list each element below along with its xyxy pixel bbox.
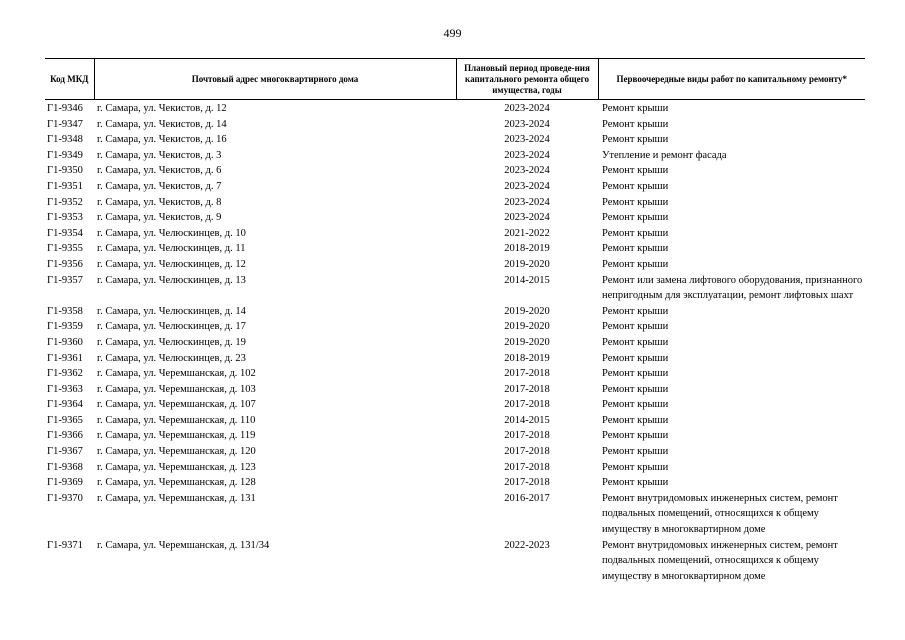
cell-code: Г1-9364 [47, 399, 83, 411]
cell-code: Г1-9361 [47, 352, 83, 364]
cell-code: Г1-9350 [47, 165, 83, 177]
cell-code: Г1-9370 [47, 492, 83, 504]
cell-code: Г1-9362 [47, 368, 83, 380]
cell-address: г. Самара, ул. Челюскинцев, д. 17 [97, 321, 246, 333]
cell-code: Г1-9348 [47, 134, 83, 146]
cell-works: Ремонт крыши [602, 352, 669, 364]
cell-works: Ремонт крыши [602, 399, 669, 411]
cell-period: 2014-2015 [504, 274, 550, 286]
table-row [45, 413, 865, 429]
cell-code: Г1-9357 [47, 274, 83, 286]
cell-period: 2023-2024 [504, 180, 550, 192]
header-works: Первоочередные виды работ по капитальному ремонту* [598, 59, 865, 100]
table-row [45, 428, 865, 444]
cell-works: Ремонт крыши [602, 227, 669, 239]
cell-works: Ремонт крыши [602, 336, 669, 348]
cell-period: 2017-2018 [504, 368, 550, 380]
table-row [45, 304, 865, 320]
cell-code: Г1-9355 [47, 243, 83, 255]
table-row [45, 257, 865, 273]
cell-address: г. Самара, ул. Черемшанская, д. 102 [97, 368, 256, 380]
table-row [45, 179, 865, 195]
cell-address: г. Самара, ул. Чекистов, д. 16 [97, 134, 227, 146]
table-row [45, 444, 865, 460]
cell-period: 2019-2020 [504, 305, 550, 317]
cell-period: 2023-2024 [504, 149, 550, 161]
cell-period: 2017-2018 [504, 477, 550, 489]
table-body [45, 100, 865, 585]
cell-code: Г1-9354 [47, 227, 83, 239]
cell-works: Ремонт крыши [602, 383, 669, 395]
cell-works: Ремонт или замена лифтового оборудования, признанного непригодным для эксплуатации, ремонт лифтовых шахт [602, 274, 863, 302]
table-row [45, 100, 865, 117]
cell-works: Ремонт внутридомовых инженерных систем, ремонт подвальных помещений, относящихся к общему имуществу в многоквартирном доме [602, 539, 838, 582]
cell-address: г. Самара, ул. Черемшанская, д. 128 [97, 477, 256, 489]
cell-address: г. Самара, ул. Челюскинцев, д. 10 [97, 227, 246, 239]
cell-period: 2022-2023 [504, 539, 550, 551]
cell-period: 2023-2024 [504, 134, 550, 146]
cell-period: 2017-2018 [504, 399, 550, 411]
cell-address: г. Самара, ул. Черемшанская, д. 103 [97, 383, 256, 395]
cell-address: г. Самара, ул. Челюскинцев, д. 12 [97, 258, 246, 270]
cell-address: г. Самара, ул. Черемшанская, д. 131/34 [97, 539, 270, 551]
cell-code: Г1-9346 [47, 103, 83, 114]
table-row [45, 351, 865, 367]
cell-code: Г1-9358 [47, 305, 83, 317]
cell-code: Г1-9359 [47, 321, 83, 333]
cell-works: Утепление и ремонт фасада [602, 149, 727, 161]
cell-address: г. Самара, ул. Черемшанская, д. 131 [97, 492, 256, 504]
cell-address: г. Самара, ул. Чекистов, д. 14 [97, 118, 227, 130]
cell-period: 2017-2018 [504, 430, 550, 442]
cell-address: г. Самара, ул. Черемшанская, д. 119 [97, 430, 256, 442]
cell-code: Г1-9352 [47, 196, 83, 208]
cell-address: г. Самара, ул. Чекистов, д. 7 [97, 180, 222, 192]
cell-works: Ремонт крыши [602, 165, 669, 177]
cell-address: г. Самара, ул. Челюскинцев, д. 14 [97, 305, 246, 317]
table-row [45, 241, 865, 257]
cell-works: Ремонт внутридомовых инженерных систем, ремонт подвальных помещений, относящихся к общему имуществу в многоквартирном доме [602, 492, 838, 536]
cell-address: г. Самара, ул. Челюскинцев, д. 23 [97, 352, 246, 364]
table-row [45, 475, 865, 491]
table-row [45, 273, 865, 304]
cell-works: Ремонт крыши [602, 243, 669, 255]
cell-works: Ремонт крыши [602, 196, 669, 208]
table-row [45, 132, 865, 148]
cell-works: Ремонт крыши [602, 103, 669, 114]
table-row [45, 366, 865, 382]
cell-address: г. Самара, ул. Черемшанская, д. 123 [97, 461, 256, 473]
cell-period: 2021-2022 [504, 227, 550, 239]
cell-code: Г1-9353 [47, 212, 83, 224]
cell-period: 2017-2018 [504, 383, 550, 395]
cell-period: 2023-2024 [504, 103, 550, 114]
table-header [45, 59, 865, 100]
cell-address: г. Самара, ул. Чекистов, д. 12 [97, 103, 227, 114]
cell-code: Г1-9349 [47, 149, 83, 161]
cell-works: Ремонт крыши [602, 305, 669, 317]
cell-address: г. Самара, ул. Черемшанская, д. 107 [97, 399, 256, 411]
cell-works: Ремонт крыши [602, 258, 669, 270]
table-row [45, 163, 865, 179]
cell-period: 2023-2024 [504, 165, 550, 177]
cell-address: г. Самара, ул. Черемшанская, д. 110 [97, 414, 256, 426]
cell-works: Ремонт крыши [602, 446, 669, 458]
cell-period: 2023-2024 [504, 118, 550, 130]
table-row [45, 491, 865, 538]
header-address: Почтовый адрес многоквартирного дома [94, 59, 456, 100]
cell-code: Г1-9368 [47, 461, 83, 473]
cell-address: г. Самара, ул. Чекистов, д. 6 [97, 165, 222, 177]
table-row [45, 195, 865, 211]
cell-period: 2017-2018 [504, 461, 550, 473]
cell-works: Ремонт крыши [602, 477, 669, 489]
cell-works: Ремонт крыши [602, 134, 669, 146]
cell-works: Ремонт крыши [602, 212, 669, 224]
cell-code: Г1-9351 [47, 180, 83, 192]
cell-period: 2023-2024 [504, 212, 550, 224]
cell-works: Ремонт крыши [602, 461, 669, 473]
cell-period: 2017-2018 [504, 446, 550, 458]
cell-works: Ремонт крыши [602, 180, 669, 192]
cell-period: 2019-2020 [504, 258, 550, 270]
cell-address: г. Самара, ул. Черемшанская, д. 120 [97, 446, 256, 458]
cell-period: 2016-2017 [504, 492, 550, 504]
capital-repair-table [45, 58, 865, 584]
cell-period: 2019-2020 [504, 336, 550, 348]
cell-code: Г1-9360 [47, 336, 83, 348]
table-row [45, 460, 865, 476]
cell-address: г. Самара, ул. Челюскинцев, д. 13 [97, 274, 246, 286]
cell-works: Ремонт крыши [602, 414, 669, 426]
table-row [45, 382, 865, 398]
cell-works: Ремонт крыши [602, 118, 669, 130]
cell-works: Ремонт крыши [602, 321, 669, 333]
table-row [45, 117, 865, 133]
cell-works: Ремонт крыши [602, 430, 669, 442]
cell-code: Г1-9367 [47, 446, 83, 458]
header-code: Код МКД [45, 59, 94, 100]
cell-code: Г1-9371 [47, 539, 83, 551]
table-row [45, 319, 865, 335]
cell-address: г. Самара, ул. Чекистов, д. 3 [97, 149, 222, 161]
cell-works: Ремонт крыши [602, 368, 669, 380]
table-row [45, 397, 865, 413]
cell-code: Г1-9347 [47, 118, 83, 130]
page-number: 499 [443, 26, 462, 40]
table-row [45, 538, 865, 585]
cell-period: 2018-2019 [504, 352, 550, 364]
cell-code: Г1-9366 [47, 430, 83, 442]
cell-period: 2014-2015 [504, 414, 550, 426]
cell-code: Г1-9356 [47, 258, 83, 270]
header-period: Плановый период проведе-ния капитального ремонта общего имущества, годы [456, 59, 598, 100]
table-row [45, 226, 865, 242]
cell-address: г. Самара, ул. Чекистов, д. 8 [97, 196, 222, 208]
table-row [45, 148, 865, 164]
cell-address: г. Самара, ул. Челюскинцев, д. 11 [97, 243, 246, 255]
cell-address: г. Самара, ул. Челюскинцев, д. 19 [97, 336, 246, 348]
cell-code: Г1-9363 [47, 383, 83, 395]
cell-period: 2018-2019 [504, 243, 550, 255]
table-row [45, 210, 865, 226]
table-row [45, 335, 865, 351]
cell-address: г. Самара, ул. Чекистов, д. 9 [97, 212, 222, 224]
cell-period: 2019-2020 [504, 321, 550, 333]
cell-code: Г1-9365 [47, 414, 83, 426]
cell-period: 2023-2024 [504, 196, 550, 208]
cell-code: Г1-9369 [47, 477, 83, 489]
